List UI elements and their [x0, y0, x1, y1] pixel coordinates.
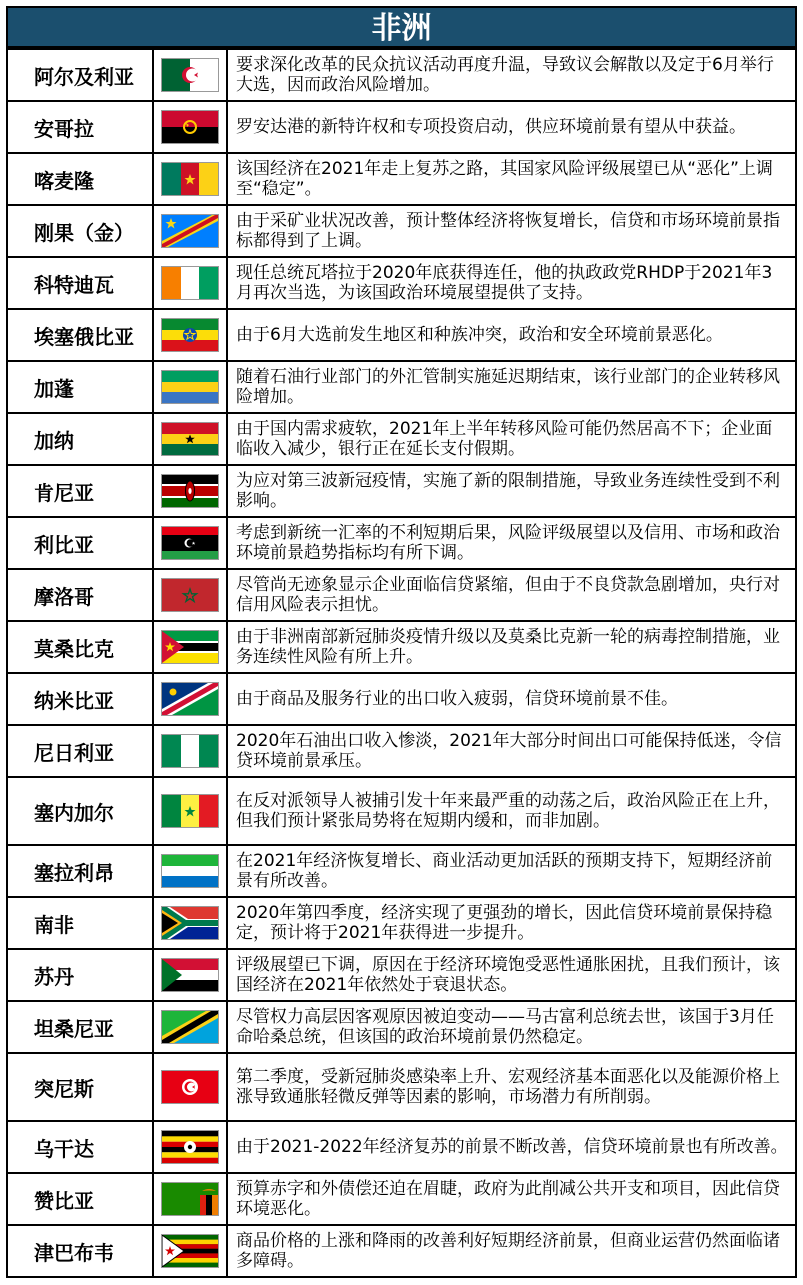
table-row — [7, 361, 796, 413]
country-name: 乌干达 — [7, 1121, 153, 1173]
flag-cell — [153, 49, 227, 101]
mozambique-flag-icon — [161, 630, 219, 664]
country-outlook-text: 预算赤字和外债偿还迫在眉睫，政府为此削减公共开支和项目，因此信贷环境恶化。 — [227, 1173, 796, 1225]
flag-cell — [153, 309, 227, 361]
senegal-flag-icon — [161, 794, 219, 828]
country-name: 塞内加尔 — [7, 777, 153, 845]
country-name: 科特迪瓦 — [7, 257, 153, 309]
table-row — [7, 725, 796, 777]
nigeria-flag-icon — [161, 734, 219, 768]
table-row — [7, 673, 796, 725]
country-name: 刚果（金） — [7, 205, 153, 257]
country-name: 肯尼亚 — [7, 465, 153, 517]
sudan-flag-icon — [161, 958, 219, 992]
table-row — [7, 309, 796, 361]
country-outlook-text: 尽管权力高层因客观原因被迫变动——马古富利总统去世，该国于3月任命哈桑总统，但该国的政治环境前景仍然稳定。 — [227, 1001, 796, 1053]
country-name: 突尼斯 — [7, 1053, 153, 1121]
flag-cell — [153, 517, 227, 569]
table-row — [7, 1001, 796, 1053]
table-row — [7, 1173, 796, 1225]
page-title: 非洲 — [6, 6, 797, 48]
country-name: 塞拉利昂 — [7, 845, 153, 897]
table-row — [7, 205, 796, 257]
flag-cell — [153, 413, 227, 465]
country-outlook-text: 由于商品及服务行业的出口收入疲弱，信贷环境前景不佳。 — [227, 673, 796, 725]
table-row — [7, 465, 796, 517]
country-outlook-text: 随着石油行业部门的外汇管制实施延迟期结束，该行业部门的企业转移风险增加。 — [227, 361, 796, 413]
gabon-flag-icon — [161, 370, 219, 404]
flag-cell — [153, 1225, 227, 1277]
flag-cell — [153, 153, 227, 205]
table-row — [7, 897, 796, 949]
libya-flag-icon — [161, 526, 219, 560]
flag-cell — [153, 257, 227, 309]
country-name: 南非 — [7, 897, 153, 949]
flag-cell — [153, 1173, 227, 1225]
country-name: 阿尔及利亚 — [7, 49, 153, 101]
sierra-leone-flag-icon — [161, 854, 219, 888]
country-outlook-text: 考虑到新统一汇率的不利短期后果，风险评级展望以及信用、市场和政治环境前景趋势指标均有所下调。 — [227, 517, 796, 569]
country-outlook-text: 2020年石油出口收入惨淡，2021年大部分时间出口可能保持低迷，令信贷环境前景承压。 — [227, 725, 796, 777]
kenya-flag-icon — [161, 474, 219, 508]
dr-congo-flag-icon — [161, 214, 219, 248]
table-row — [7, 949, 796, 1001]
country-outlook-text: 现任总统瓦塔拉于2020年底获得连任，他的执政政党RHDP于2021年3月再次当选，为该国政治环境展望提供了支持。 — [227, 257, 796, 309]
country-name: 苏丹 — [7, 949, 153, 1001]
country-outlook-text: 由于采矿业状况改善，预计整体经济将恢复增长，信贷和市场环境前景指标都得到了上调。 — [227, 205, 796, 257]
flag-cell — [153, 361, 227, 413]
table-row — [7, 777, 796, 845]
country-outlook-text: 2020年第四季度，经济实现了更强劲的增长，因此信贷环境前景保持稳定，预计将于2021年获得进一步提升。 — [227, 897, 796, 949]
flag-cell — [153, 1053, 227, 1121]
ivory-coast-flag-icon — [161, 266, 219, 300]
country-name: 尼日利亚 — [7, 725, 153, 777]
flag-cell — [153, 777, 227, 845]
flag-cell — [153, 569, 227, 621]
zimbabwe-flag-icon — [161, 1234, 219, 1268]
table-row — [7, 569, 796, 621]
country-name: 纳米比亚 — [7, 673, 153, 725]
algeria-flag-icon — [161, 58, 219, 92]
morocco-flag-icon — [161, 578, 219, 612]
zambia-flag-icon — [161, 1182, 219, 1216]
table-row — [7, 621, 796, 673]
country-outlook-text: 在反对派领导人被捕引发十年来最严重的动荡之后，政治风险正在上升，但我们预计紧张局势将在短期内缓和，而非加剧。 — [227, 777, 796, 845]
table-row — [7, 413, 796, 465]
flag-cell — [153, 101, 227, 153]
namibia-flag-icon — [161, 682, 219, 716]
tunisia-flag-icon — [161, 1070, 219, 1104]
flag-cell — [153, 621, 227, 673]
country-outlook-text: 要求深化改革的民众抗议活动再度升温，导致议会解散以及定于6月举行大选，因而政治风险增加。 — [227, 49, 796, 101]
country-name: 坦桑尼亚 — [7, 1001, 153, 1053]
country-outlook-text: 为应对第三波新冠疫情，实施了新的限制措施，导致业务连续性受到不利影响。 — [227, 465, 796, 517]
flag-cell — [153, 1121, 227, 1173]
country-outlook-text: 由于非洲南部新冠肺炎疫情升级以及莫桑比克新一轮的病毒控制措施，业务连续性风险有所上升。 — [227, 621, 796, 673]
table-row — [7, 153, 796, 205]
country-outlook-text: 第二季度，受新冠肺炎感染率上升、宏观经济基本面恶化以及能源价格上涨导致通胀轻微反弹等因素的影响，市场潜力有所削弱。 — [227, 1053, 796, 1121]
country-outlook-text: 商品价格的上涨和降雨的改善利好短期经济前景，但商业运营仍然面临诸多障碍。 — [227, 1225, 796, 1277]
country-name: 安哥拉 — [7, 101, 153, 153]
country-table — [6, 48, 797, 1278]
country-outlook-text: 由于国内需求疲软，2021年上半年转移风险可能仍然居高不下；企业面临收入减少，银行正在延长支付假期。 — [227, 413, 796, 465]
africa-risk-table — [6, 6, 797, 1278]
table-row — [7, 517, 796, 569]
country-name: 利比亚 — [7, 517, 153, 569]
south-africa-flag-icon — [161, 906, 219, 940]
flag-cell — [153, 725, 227, 777]
tanzania-flag-icon — [161, 1010, 219, 1044]
country-name: 加纳 — [7, 413, 153, 465]
country-outlook-text: 评级展望已下调，原因在于经济环境饱受恶性通胀困扰，且我们预计，该国经济在2021年依然处于衰退状态。 — [227, 949, 796, 1001]
table-row — [7, 101, 796, 153]
ghana-flag-icon — [161, 422, 219, 456]
flag-cell — [153, 845, 227, 897]
uganda-flag-icon — [161, 1130, 219, 1164]
country-outlook-text: 该国经济在2021年走上复苏之路，其国家风险评级展望已从“恶化”上调至“稳定”。 — [227, 153, 796, 205]
flag-cell — [153, 897, 227, 949]
ethiopia-flag-icon — [161, 318, 219, 352]
table-row — [7, 845, 796, 897]
flag-cell — [153, 949, 227, 1001]
flag-cell — [153, 205, 227, 257]
country-outlook-text: 由于6月大选前发生地区和种族冲突，政治和安全环境前景恶化。 — [227, 309, 796, 361]
country-name: 津巴布韦 — [7, 1225, 153, 1277]
table-row — [7, 1121, 796, 1173]
country-name: 赞比亚 — [7, 1173, 153, 1225]
country-name: 摩洛哥 — [7, 569, 153, 621]
table-row — [7, 1225, 796, 1277]
flag-cell — [153, 1001, 227, 1053]
cameroon-flag-icon — [161, 162, 219, 196]
country-name: 喀麦隆 — [7, 153, 153, 205]
country-outlook-text: 罗安达港的新特许权和专项投资启动，供应环境前景有望从中获益。 — [227, 101, 796, 153]
country-name: 莫桑比克 — [7, 621, 153, 673]
country-name: 埃塞俄比亚 — [7, 309, 153, 361]
table-row — [7, 1053, 796, 1121]
flag-cell — [153, 465, 227, 517]
flag-cell — [153, 673, 227, 725]
country-outlook-text: 由于2021-2022年经济复苏的前景不断改善，信贷环境前景也有所改善。 — [227, 1121, 796, 1173]
country-name: 加蓬 — [7, 361, 153, 413]
table-row — [7, 49, 796, 101]
angola-flag-icon — [161, 110, 219, 144]
country-outlook-text: 在2021年经济恢复增长、商业活动更加活跃的预期支持下，短期经济前景有所改善。 — [227, 845, 796, 897]
country-outlook-text: 尽管尚无迹象显示企业面临信贷紧缩，但由于不良贷款急剧增加，央行对信用风险表示担忧。 — [227, 569, 796, 621]
table-row — [7, 257, 796, 309]
